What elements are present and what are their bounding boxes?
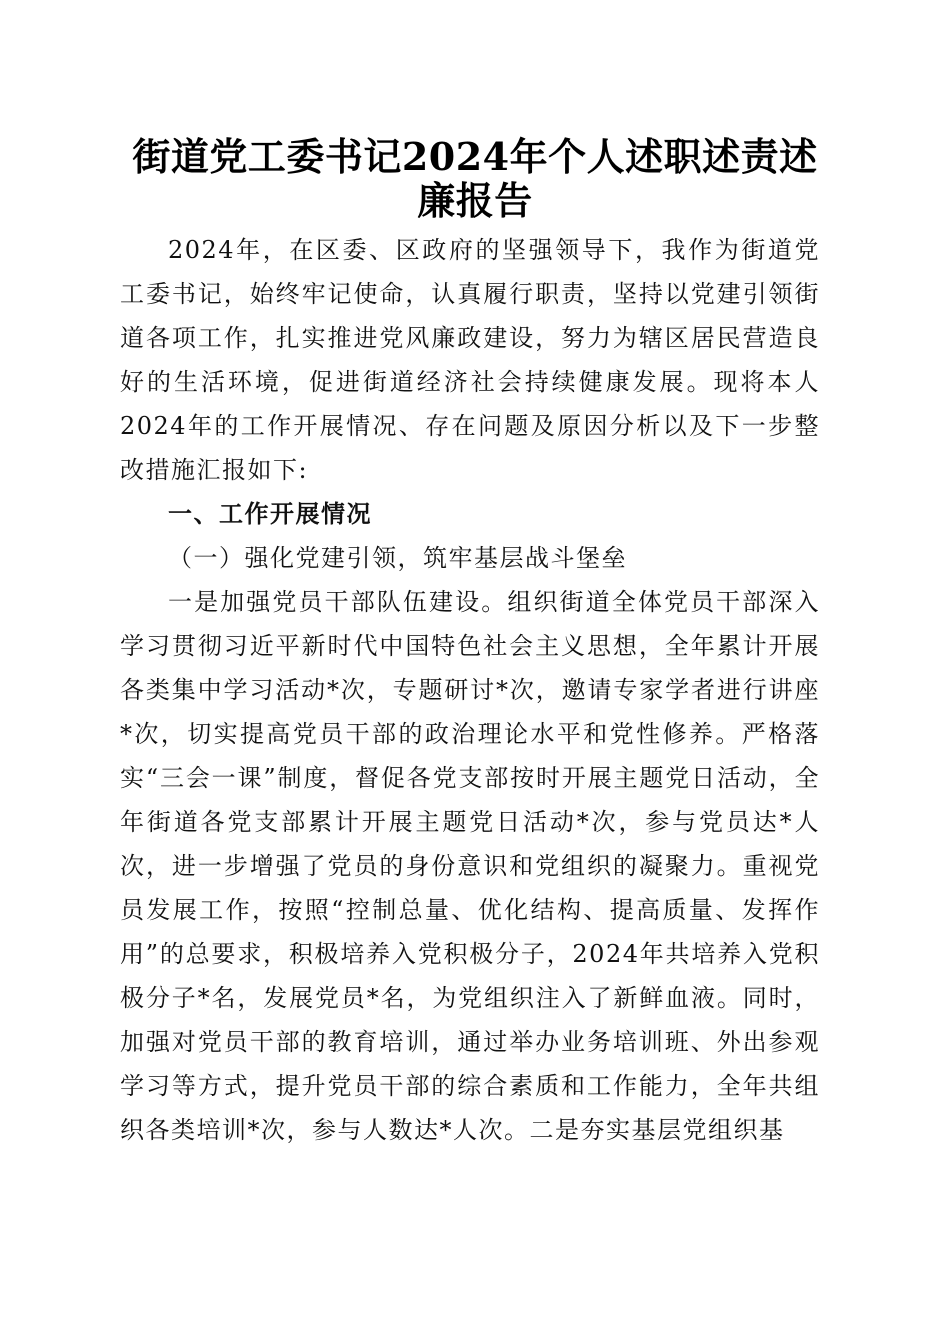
body-paragraph: 一是加强党员干部队伍建设。组织街道全体党员干部深入学习贯彻习近平新时代中国特色社会主义思想，全年累计开展各类集中学习活动*次，专题研讨*次，邀请专家学者进行讲座*次，切实提高党员干部的政治理论水平和党性修养。严格落实“三会一课”制度，督促各党支部按时开展主题党日活动，全年街道各党支部累计开展主题党日活动*次，参与党员达*人次，进一步增强了党员的身份意识和党组织的凝聚力。重视党员发展工作，按照“控制总量、优化结构、提高质量、发挥作用”的总要求，积极培养入党积极分子，2024年共培养入党积极分子*名，发展党员*名，为党组织注入了新鲜血液。同时，加强对党员干部的教育培训，通过举办业务培训班、外出参观学习等方式，提升党员干部的综合素质和工作能力，全年共组织各类培训*次，参与人数达*人次。二是夯实基层党组织基: [120, 588, 820, 1144]
section-heading-work-progress: 一、工作开展情况: [168, 500, 372, 528]
document-body: [120, 228, 820, 1152]
intro-paragraph: 2024年，在区委、区政府的坚强领导下，我作为街道党工委书记，始终牢记使命，认真履行职责，坚持以党建引领街道各项工作，扎实推进党风廉政建设，努力为辖区居民营造良好的生活环境，促进街道经济社会持续健康发展。现将本人2024年的工作开展情况、存在问题及原因分析以及下一步整改措施汇报如下:: [120, 236, 820, 484]
document-title: 街道党工委书记2024年个人述职述责述廉报告: [132, 134, 818, 223]
subsection-heading-party-building: （一）强化党建引领，筑牢基层战斗堡垒: [168, 544, 627, 572]
